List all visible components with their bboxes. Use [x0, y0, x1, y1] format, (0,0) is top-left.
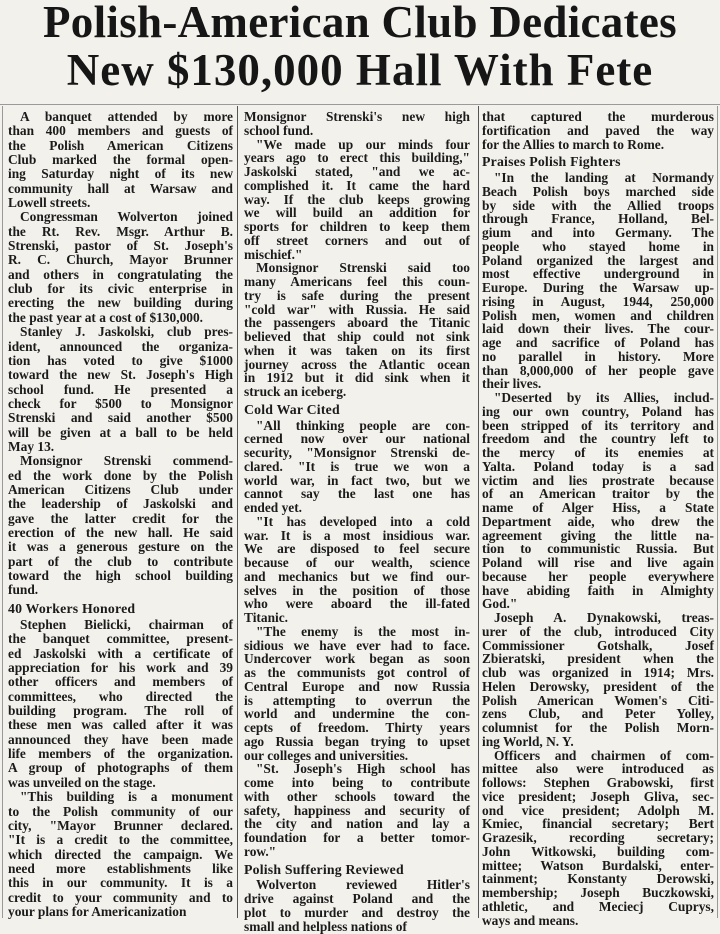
text-line: Yalta. Poland today is a sad — [482, 458, 714, 474]
article-paragraph — [8, 110, 233, 210]
text-line: your plans for Americanization — [8, 903, 187, 919]
text-line: Monsignor Strenski said too — [256, 260, 470, 276]
text-line: fortification and paved the way — [482, 122, 714, 138]
article-paragraph — [244, 261, 470, 399]
text-line: years ago to erect this building," — [244, 150, 470, 166]
text-line: was unveiled on the stage. — [8, 774, 156, 790]
text-line: the mercy of its enemies at — [482, 445, 714, 460]
text-line: most effective underground in — [482, 266, 714, 282]
text-line: follows: Stephen Grabowski, first — [482, 775, 714, 790]
text-line: Monsignor Strenski's new high — [244, 109, 470, 124]
text-line: laid down their lives. The cour- — [482, 321, 714, 337]
text-line: Central Europe and now Russia — [244, 678, 470, 694]
text-line: building program. The roll of — [8, 703, 233, 719]
text-line: need more establishments like — [8, 860, 233, 876]
text-line: because her people everywhere — [482, 568, 714, 584]
article-paragraph — [482, 391, 714, 611]
text-line: war. It is a most insidious war. — [244, 527, 470, 543]
text-line: Polish American Women's Citi- — [482, 692, 714, 708]
text-line: tainment; Konstanty Derowski, — [482, 871, 714, 887]
text-line: when it was taken on its first — [244, 342, 470, 358]
text-line: ing our own country, Poland has — [482, 403, 714, 419]
text-line: Zbieratski, president when the — [482, 651, 714, 667]
text-line: no parallel in history. More — [482, 348, 714, 364]
column-rule-1 — [237, 106, 238, 918]
text-line: ed the work done by the Polish — [8, 467, 233, 483]
text-line: this in our community. It is a — [8, 875, 233, 891]
text-line: through France, Holland, Bel- — [482, 211, 714, 227]
text-line: than 400 members and guests of — [8, 123, 233, 139]
text-line: Department aide, who drew the — [482, 513, 714, 529]
text-line: people who stayed home in — [482, 238, 714, 254]
article-column-3 — [482, 109, 714, 928]
section-subheading — [244, 403, 470, 417]
text-line: city, "Mayor Brunner declared. — [8, 817, 233, 833]
text-line: "We made up our minds four — [256, 136, 470, 152]
text-line: announced they have been made — [8, 731, 233, 747]
text-line: Lowell streets. — [8, 195, 91, 211]
text-line: committees, who directed the — [8, 688, 233, 704]
text-line: Helen Derowsky, president of the — [482, 678, 714, 694]
text-line: "This building is a monument — [20, 789, 233, 805]
text-line: Polish Suffering Reviewed — [244, 861, 404, 877]
text-line: clared. "It is true we won a — [244, 458, 470, 474]
headline-line-1: Polish-American Club Dedicates — [43, 0, 677, 47]
text-line: freedom and the country left to — [482, 431, 714, 447]
text-line: than 8,000,000 of her people gave — [482, 362, 714, 378]
text-line: sidious we have ever had to face. — [244, 637, 470, 653]
text-line: zens Club, and Peter Yolley, — [482, 706, 714, 722]
section-subheading — [8, 602, 233, 616]
text-line: Grazesik, recording secretary; — [482, 830, 714, 845]
text-line: world war, in fact two, but we — [244, 472, 470, 488]
text-line: "In the landing at Normandy — [494, 170, 714, 185]
text-line: Praises Polish Fighters — [482, 154, 621, 170]
text-line: gium and into Germany. The — [482, 225, 714, 240]
text-line: Stephen Bielicki, chairman of — [20, 617, 233, 633]
text-line: Poland will rise and live again — [482, 555, 714, 570]
text-line: age and sacrifice of Poland has — [482, 335, 714, 350]
text-line: security, "Monsignor Strenski de- — [244, 445, 470, 460]
text-line: ed Jaskolski with a certificate of — [8, 645, 233, 661]
article-paragraph — [8, 618, 233, 790]
text-line: been stripped of its territory and — [482, 417, 714, 433]
text-line: their lives. — [482, 376, 542, 392]
article-paragraph — [244, 110, 470, 138]
text-line: tion to communistic Russia. But — [482, 541, 714, 557]
text-line: part of the club to contribute — [8, 553, 233, 569]
text-line: way. If the club keeps growing — [244, 191, 470, 207]
text-line: club was organized in 1914; Mrs. — [482, 665, 714, 680]
text-line: Strenski, pastor of St. Joseph's — [8, 238, 233, 254]
text-line: have abiding faith in Almighty — [482, 582, 714, 598]
text-line: "It is a credit to the committee, — [8, 832, 233, 848]
text-line: "St. Joseph's High school has — [256, 761, 470, 777]
article-paragraph — [8, 790, 233, 919]
text-line: to the Polish community of our — [8, 803, 233, 819]
text-line: complished it. It came the hard — [244, 177, 470, 193]
text-line: because of our wealth, science — [244, 555, 470, 570]
text-line: school fund. He presented a — [8, 381, 233, 397]
text-line: we will build an addition for — [244, 205, 470, 221]
text-line: cannot say the last one has — [244, 486, 470, 502]
text-line: mittee; Watson Burdalski, enter- — [482, 857, 714, 873]
text-line: mittee also were introduced as — [482, 761, 714, 777]
text-line: Kmiec, financial secretary; Bert — [482, 816, 714, 832]
headline-line-2: New $130,000 Hall With Fete — [66, 45, 654, 95]
text-line: and others in congratulating the — [8, 266, 233, 282]
text-line: the leadership of Jaskolski and — [8, 496, 233, 512]
text-line: Titanic. — [244, 610, 289, 625]
text-line: with other schools toward the — [244, 788, 470, 804]
text-line: 40 Workers Honored — [8, 600, 136, 616]
text-line: Beach Polish boys marched side — [482, 183, 714, 199]
text-line: it was a generous gesture on the — [8, 539, 233, 555]
text-line: club for its civic enterprise in — [8, 281, 233, 297]
column-rule-right — [717, 106, 718, 918]
article-paragraph — [244, 762, 470, 858]
text-line: Cold War Cited — [244, 401, 340, 417]
article-paragraph — [8, 210, 233, 325]
text-line: is attempting to overrun the — [244, 692, 470, 708]
text-line: gave the latter credit for the — [8, 510, 233, 526]
column-rule-left — [2, 106, 3, 918]
text-line: We are disposed to feel secure — [244, 541, 470, 557]
text-line: "All thinking people are con- — [256, 417, 470, 433]
text-line: toward the new St. Joseph's High — [8, 367, 233, 383]
article-paragraph — [8, 454, 233, 597]
text-line: our colleges and universities. — [244, 747, 409, 763]
text-line: Wolverton reviewed Hitler's — [256, 877, 470, 893]
text-line: ond vice president; Adolph M. — [482, 802, 714, 818]
article-paragraph — [482, 749, 714, 928]
text-line: safety, happiness and security of — [244, 802, 470, 818]
text-line: R. C. Church, Mayor Brunner — [8, 252, 233, 268]
text-line: drive against Poland and the — [244, 891, 470, 906]
text-line: Poland organized the largest and — [482, 252, 714, 268]
text-line: world and undermine the con- — [244, 706, 470, 722]
text-line: credit to your community and to — [8, 889, 233, 905]
section-subheading — [482, 155, 714, 169]
text-line: other officers and members of — [8, 674, 233, 690]
text-line: "It has developed into a cold — [256, 513, 470, 529]
section-subheading — [244, 863, 470, 877]
text-line: Monsignor Strenski commend- — [20, 453, 233, 469]
article-paragraph — [244, 515, 470, 625]
text-line: erection of the new hall. He said — [8, 524, 233, 540]
text-line: that captured the murderous — [482, 109, 714, 124]
article-paragraph — [244, 419, 470, 515]
text-line: plot to murder and destroy the — [244, 904, 470, 920]
text-line: foundation for a better tomor- — [244, 830, 470, 845]
text-line: Officers and chairmen of com- — [494, 747, 714, 763]
text-line: Polish men, women and children — [482, 307, 714, 323]
text-line: cepts of freedom. Thirty years — [244, 720, 470, 735]
article-paragraph — [482, 110, 714, 151]
text-line: "The enemy is the most in- — [256, 623, 470, 639]
text-line: "cold war" with Russia. He said — [244, 301, 470, 317]
text-line: many Americans feel this coun- — [244, 274, 470, 289]
text-line: row." — [244, 843, 277, 859]
text-line: ways and means. — [482, 912, 579, 928]
text-line: John Witkowski, building com- — [482, 843, 714, 859]
text-line: the Rt. Rev. Msgr. Arthur B. — [8, 223, 233, 239]
text-line: community hall at Warsaw and — [8, 180, 233, 196]
text-line: who were aboard the ill-fated — [244, 596, 470, 612]
text-line: tion has voted to give $1000 — [8, 352, 233, 368]
text-line: Club marked the formal open- — [8, 152, 233, 168]
text-line: God." — [482, 596, 518, 612]
article-paragraph — [244, 878, 470, 933]
text-line: May 13. — [8, 438, 55, 454]
text-line: "Deserted by its Allies, includ- — [494, 390, 714, 405]
text-line: ident, announced the organiza- — [8, 338, 233, 354]
column-rule-2 — [478, 106, 479, 918]
article-paragraph — [244, 625, 470, 763]
text-line: sports for children to keep them — [244, 219, 470, 234]
text-line: school fund. — [244, 122, 314, 138]
text-line: urer of the club, introduced City — [482, 623, 714, 639]
text-line: life members of the organization. — [8, 746, 233, 762]
article-column-1 — [8, 110, 233, 918]
text-line: the past year at a cost of $130,000. — [8, 309, 204, 325]
text-line: name of Alger Hiss, a State — [482, 500, 714, 515]
text-line: of an American traitor by the — [482, 486, 714, 502]
text-line: A group of photographs of them — [8, 760, 233, 776]
text-line: A banquet attended by more — [20, 109, 233, 124]
article-paragraph — [482, 611, 714, 749]
text-line: cerned now over our national — [244, 431, 470, 447]
text-line: victim and lies prostrate because — [482, 472, 714, 488]
text-line: rising in August, 1944, 250,000 — [482, 293, 714, 309]
article-paragraph — [8, 325, 233, 454]
text-line: columnist for the Polish Morn- — [482, 720, 714, 735]
text-line: in 1912 but it did sink when it — [244, 370, 470, 386]
text-line: check for $500 to Monsignor — [8, 395, 233, 411]
text-line: journey across the Atlantic ocean — [244, 356, 470, 372]
text-line: the city and nation and lay a — [244, 816, 470, 832]
text-line: by side with the Allied troops — [482, 197, 714, 213]
text-line: the Polish American Citizens — [8, 137, 233, 153]
text-line: Commissioner Gotshalk, Josef — [482, 637, 714, 653]
text-line: struck an iceberg. — [244, 384, 347, 399]
text-line: believed that ship could not sink — [244, 329, 470, 344]
text-line: agreement giving the little na- — [482, 527, 714, 543]
text-line: the banquet committee, present- — [8, 631, 233, 647]
text-line: athletic, and Meciecj Cuprys, — [482, 898, 714, 914]
text-line: ing Saturday night of its new — [8, 166, 233, 182]
text-line: ing World, N. Y. — [482, 733, 574, 749]
text-line: will be given at a ball to be held — [8, 424, 233, 440]
text-line: which directed the campaign. We — [8, 846, 233, 862]
text-line: vice president; Joseph Gliva, sec- — [482, 788, 714, 804]
text-line: for the Allies to march to Rome. — [482, 136, 665, 152]
text-line: Jaskolski stated, "and we ac- — [244, 164, 470, 179]
text-line: Europe. During the Warsaw up- — [482, 280, 714, 295]
text-line: American Citizens Club under — [8, 481, 233, 497]
text-line: as the communists got control of — [244, 665, 470, 680]
text-line: toward the high school building — [8, 568, 233, 583]
text-line: membership; Joseph Buczkowski, — [482, 885, 714, 900]
text-line: Joseph A. Dynakowski, treas- — [494, 610, 714, 625]
article-paragraph — [482, 171, 714, 391]
text-line: erecting the new building during — [8, 295, 233, 311]
text-line: Strenski and said another $500 — [8, 410, 233, 426]
text-line: fund. — [8, 582, 39, 598]
text-line: these men was called after it was — [8, 717, 233, 733]
text-line: and mechanics but we find our- — [244, 568, 470, 584]
text-line: Undercover work began as soon — [244, 651, 470, 667]
article-paragraph — [244, 138, 470, 262]
article-column-2 — [244, 109, 470, 934]
text-line: selves in the position of those — [244, 582, 470, 598]
text-line: Stanley J. Jaskolski, club pres- — [20, 324, 233, 340]
text-line: appreciation for his work and 39 — [8, 660, 233, 676]
text-line: ago Russia began trying to upset — [244, 733, 470, 749]
text-line: come into being to contribute — [244, 775, 470, 790]
text-line: the passengers aboard the Titanic — [244, 315, 470, 331]
text-line: try is safe during the present — [244, 287, 470, 303]
text-line: ended yet. — [244, 500, 303, 515]
headline-divider — [0, 104, 720, 105]
text-line: mischief." — [244, 246, 303, 262]
text-line: Congressman Wolverton joined — [20, 209, 233, 225]
text-line: off street corners and out of — [244, 232, 470, 248]
text-line: small and helpless nations of — [244, 918, 407, 934]
